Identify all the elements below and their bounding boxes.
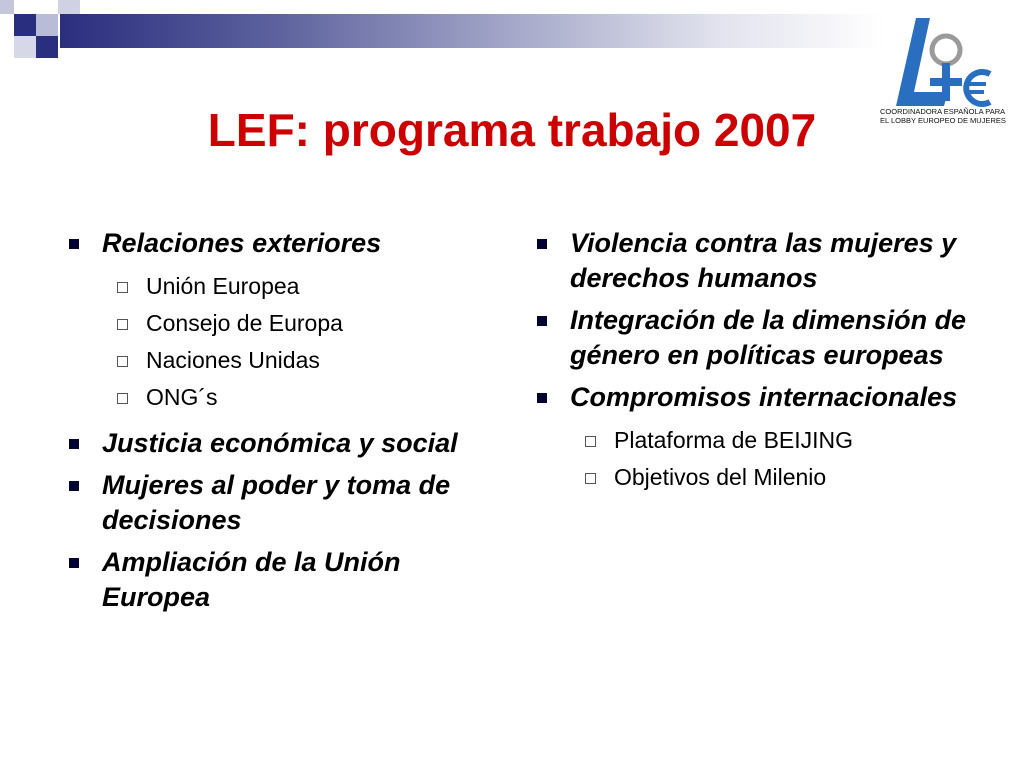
decor-square [58,0,80,14]
bullet-label: Integración de la dimensión de género en políticas europeas [570,305,967,370]
sub-bullet-list [530,422,980,496]
square-bullet-icon [69,481,79,491]
decor-square [0,0,14,14]
decor-square [36,36,58,58]
right-bullet-column [530,226,980,506]
bullet-label: Mujeres al poder y toma de decisiones [102,470,451,535]
square-bullet-icon [537,393,547,403]
sub-bullet-list [62,268,502,416]
bullet-item [62,468,502,538]
hollow-square-bullet-icon [117,393,128,404]
square-bullet-icon [69,439,79,449]
bullet-item [530,303,980,373]
bullet-label: Violencia contra las mujeres y derechos humanos [570,228,957,293]
square-bullet-icon [69,239,79,249]
square-bullet-icon [537,316,547,326]
hollow-square-bullet-icon [117,319,128,330]
sub-bullet-item [62,268,502,305]
bullet-label: Ampliación de la Unión Europea [102,547,401,612]
logo-female-symbol [932,36,960,64]
hollow-square-bullet-icon [117,282,128,293]
hollow-square-bullet-icon [117,356,128,367]
sub-bullet-label: ONG´s [146,384,218,410]
hollow-square-bullet-icon [585,473,596,484]
bullet-item [62,226,502,261]
sub-bullet-label: Objetivos del Milenio [614,464,827,490]
logo-caption-line1: COORDINADORA ESPAÑOLA PARA [880,107,1006,116]
sub-bullet-item [62,305,502,342]
sub-bullet-label: Naciones Unidas [146,347,320,373]
decor-square [36,14,58,36]
sub-bullet-label: Unión Europea [146,273,300,299]
logo-caption-line2: EL LOBBY EUROPEO DE MUJERES [880,116,1006,125]
bullet-label: Justicia económica y social [102,428,458,458]
bullet-item [62,426,502,461]
left-bullet-column [62,226,502,622]
hollow-square-bullet-icon [585,436,596,447]
sub-bullet-item [62,342,502,379]
sub-bullet-item [62,379,502,416]
sub-bullet-item [530,459,980,496]
sub-bullet-item [530,422,980,459]
bullet-item [530,380,980,415]
bullet-item [62,545,502,615]
sub-bullet-label: Plataforma de BEIJING [614,427,854,453]
bullet-label: Relaciones exteriores [102,228,382,258]
bullet-label: Compromisos internacionales [570,382,958,412]
header-gradient-band [60,14,885,48]
decor-square [14,36,36,58]
square-bullet-icon [537,239,547,249]
bullet-item [530,226,980,296]
slide-title: LEF: programa trabajo 2007 [207,104,817,156]
sub-bullet-label: Consejo de Europa [146,310,343,336]
square-bullet-icon [69,558,79,568]
decor-square [14,14,36,36]
